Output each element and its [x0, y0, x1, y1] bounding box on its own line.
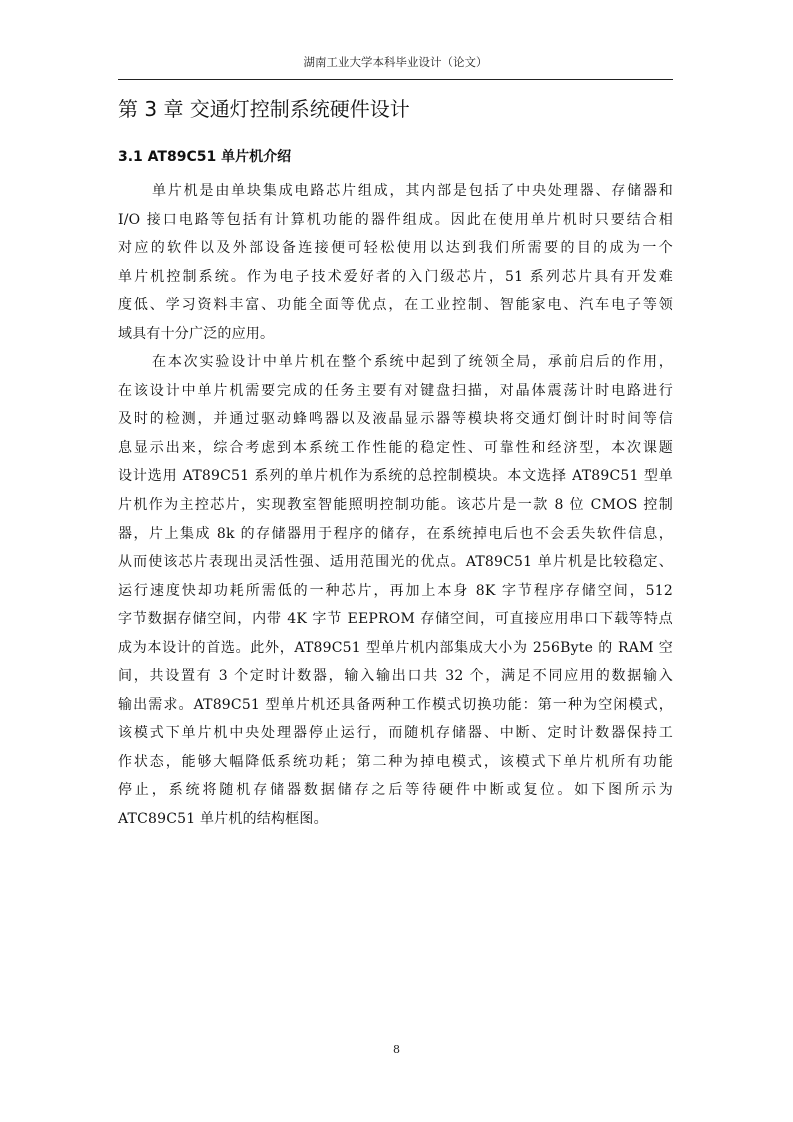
- paragraph-line: 运行速度快却功耗所需低的一种芯片，再加上本身 8K 字节程序存储空间，512: [118, 582, 673, 599]
- paragraph-line: 设计选用 AT89C51 系列的单片机作为系统的总控制模块。本文选择 AT89C51 型单: [118, 468, 673, 485]
- body-text: [118, 177, 673, 834]
- paragraph-line: 单片机是由单块集成电路芯片组成，其内部是包括了中央处理器、存储器和: [152, 183, 673, 199]
- paragraph-line: 单片机控制系统。作为电子技术爱好者的入门级芯片，51 系列芯片具有开发难: [118, 268, 673, 285]
- paragraph-line: ATC89C51 单片机的结构框图。: [118, 811, 328, 828]
- paragraph-line: 从而使该芯片表现出灵活性强、适用范围光的优点。AT89C51 单片机是比较稳定、: [118, 554, 673, 571]
- paragraph-line: 器，片上集成 8k 的存储器用于程序的储存，在系统掉电后也不会丢失软件信息，: [118, 525, 673, 542]
- chapter-title: 第 3 章 交通灯控制系统硬件设计: [118, 97, 410, 121]
- paragraph-line: 作状态，能够大幅降低系统功耗；第二种为掉电模式，该模式下单片机所有功能: [118, 753, 673, 770]
- paragraph: [118, 348, 673, 833]
- section-title: 3.1 AT89C51 单片机介绍: [118, 149, 292, 165]
- paragraph-line: 间，共设置有 3 个定时计数器，输入输出口共 32 个，满足不同应用的数据输入: [118, 668, 673, 685]
- paragraph-line: 在本次实验设计中单片机在整个系统中起到了统领全局，承前启后的作用，: [152, 354, 673, 371]
- page-header: [118, 52, 673, 80]
- paragraph-line: 停止，系统将随机存储器数据储存之后等待硬件中断或复位。如下图所示为: [118, 782, 673, 799]
- page-number: 8: [393, 1043, 400, 1056]
- paragraph-line: 对应的软件以及外部设备连接便可轻松使用以达到我们所需要的目的成为一个: [118, 240, 673, 257]
- paragraph-line: 字节数据存储空间，内带 4K 字节 EEPROM 存储空间，可直接应用串口下载等特点: [118, 611, 673, 628]
- paragraph-line: I/O 接口电路等包括有计算机功能的器件组成。因此在使用单片机时只要结合相: [118, 211, 673, 228]
- paragraph-line: 在该设计中单片机需要完成的任务主要有对键盘扫描，对晶体震荡计时电路进行: [118, 382, 673, 399]
- paragraph-line: 输出需求。AT89C51 型单片机还具备两种工作模式切换功能：第一种为空闲模式，: [118, 696, 673, 713]
- paragraph-line: 成为本设计的首选。此外，AT89C51 型单片机内部集成大小为 256Byte 的 RAM 空: [118, 639, 673, 656]
- header-text: 湖南工业大学本科毕业设计（论文）: [303, 55, 488, 69]
- paragraph-line: 息显示出来，综合考虑到本系统工作性能的稳定性、可靠性和经济型，本次课题: [118, 439, 673, 456]
- paragraph-line: 该模式下单片机中央处理器停止运行，而随机存储器、中断、定时计数器保持工: [118, 725, 673, 742]
- paragraph: [118, 177, 673, 348]
- paragraph-line: 度低、学习资料丰富、功能全面等优点，在工业控制、智能家电、汽车电子等领: [118, 297, 673, 314]
- paragraph-line: 及时的检测，并通过驱动蜂鸣器以及液晶显示器等模块将交通灯倒计时时间等信: [118, 411, 673, 428]
- paragraph-line: 域具有十分广泛的应用。: [118, 325, 275, 342]
- paragraph-line: 片机作为主控芯片，实现教室智能照明控制功能。该芯片是一款 8 位 CMOS 控制: [118, 497, 673, 514]
